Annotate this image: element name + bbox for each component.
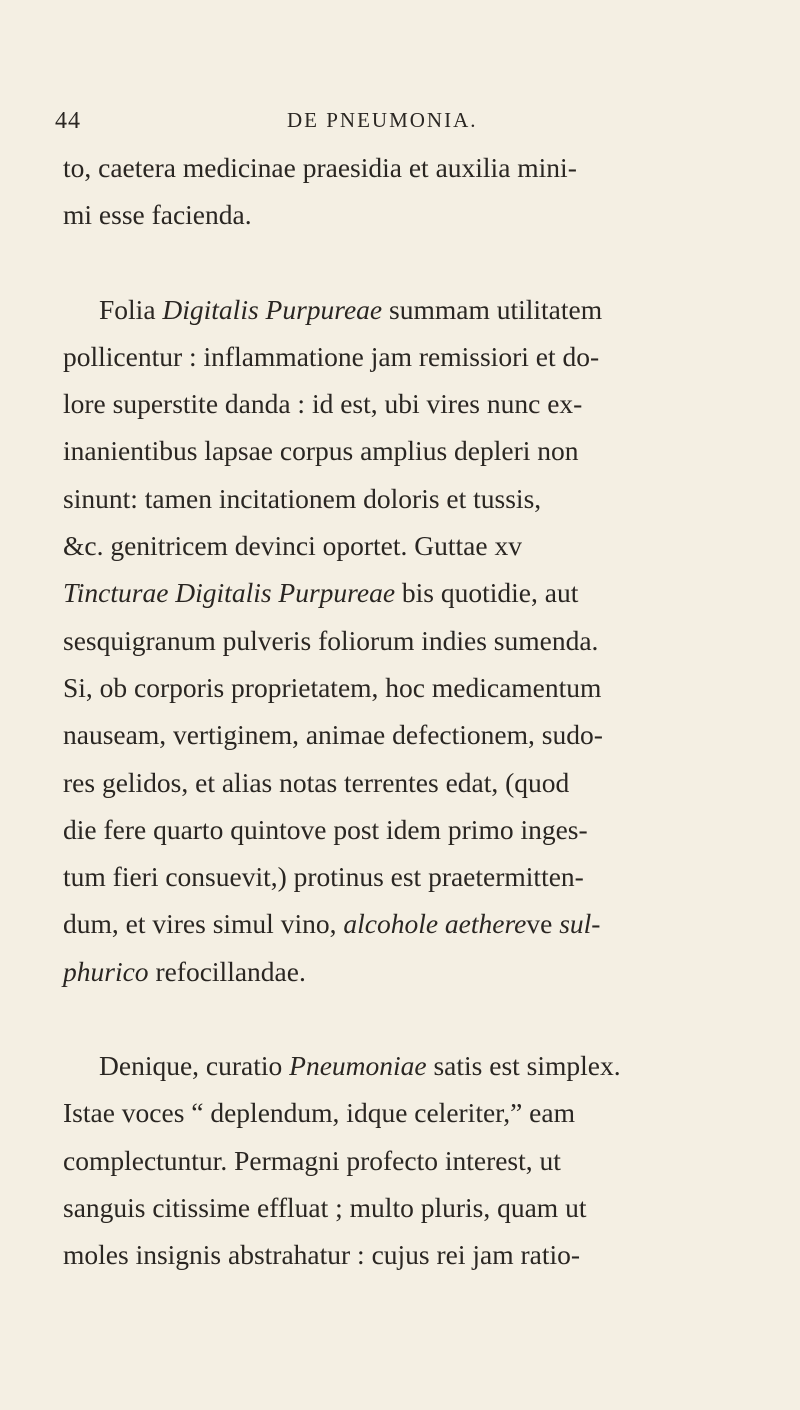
italic-text: Digitalis Purpureae <box>162 293 383 325</box>
text-line <box>63 380 763 427</box>
text-run: pollicentur : inflammatione jam remissiori et do- <box>63 340 600 372</box>
text-line <box>63 853 763 900</box>
text-line <box>63 475 763 522</box>
italic-text: Pneumoniae <box>289 1050 427 1082</box>
text-run: nauseam, vertiginem, animae defectionem, sudo- <box>63 719 603 751</box>
text-run: Istae voces “ deplendum, idque celeriter,” eam <box>63 1097 575 1129</box>
text-line <box>63 948 763 995</box>
italic-text: alcohole aethere <box>343 908 527 940</box>
text-line <box>63 1231 763 1278</box>
text-run: die fere quarto quintove post idem primo inges- <box>63 813 588 845</box>
text-line <box>63 1184 763 1231</box>
text-line <box>63 664 763 711</box>
text-line <box>63 759 763 806</box>
text-run: tum fieri consuevit,) protinus est praetermitten- <box>63 861 584 893</box>
text-run: sesquigranum pulveris foliorum indies sumenda. <box>63 624 599 656</box>
page-number: 44 <box>55 108 81 134</box>
text-line <box>63 569 763 616</box>
text-run: mi esse facienda. <box>63 199 252 231</box>
body-text <box>63 144 763 1279</box>
italic-text: sul- <box>559 908 601 940</box>
text-line <box>63 806 763 853</box>
italic-text: phurico <box>63 955 149 987</box>
text-line <box>63 617 763 664</box>
text-run: summam utilitatem <box>382 293 603 325</box>
paragraph <box>63 286 763 995</box>
italic-text: Tincturae Digitalis Purpureae <box>63 577 396 609</box>
text-run: to, caetera medicinae praesidia et auxilia mini- <box>63 152 577 183</box>
text-line <box>63 286 763 333</box>
text-line <box>63 1042 763 1089</box>
text-run: res gelidos, et alias notas terrentes edat, (quod <box>63 766 570 798</box>
text-run: &c. genitricem devinci oportet. Guttae xv <box>63 530 522 562</box>
text-run: ve <box>526 908 560 940</box>
text-line <box>63 144 763 191</box>
text-run: moles insignis abstrahatur : cujus rei jam ratio- <box>63 1239 581 1271</box>
text-line <box>63 427 763 474</box>
text-line <box>63 711 763 758</box>
text-run: sanguis citissime effluat ; multo pluris, quam ut <box>63 1191 587 1223</box>
text-line <box>63 333 763 380</box>
text-run: Si, ob corporis proprietatem, hoc medicamentum <box>63 671 602 703</box>
text-run: dum, et vires simul vino, <box>63 908 344 940</box>
text-run: Folia <box>99 293 163 325</box>
text-run: complectuntur. Permagni profecto interest, ut <box>63 1144 561 1176</box>
text-run: lore superstite danda : id est, ubi vires nunc ex- <box>63 388 583 420</box>
text-run: bis quotidie, aut <box>395 577 579 609</box>
text-line <box>63 1089 763 1136</box>
paragraph <box>63 144 763 239</box>
text-run: inanientibus lapsae corpus amplius depleri non <box>63 435 579 467</box>
running-head <box>55 108 775 138</box>
text-run: sinunt: tamen incitationem doloris et tussis, <box>63 482 542 514</box>
running-title: DE PNEUMONIA. <box>287 108 478 132</box>
text-line <box>63 900 763 947</box>
text-run: satis est simplex. <box>426 1050 621 1082</box>
paragraph <box>63 1042 763 1278</box>
text-line <box>63 191 763 238</box>
text-line <box>63 1137 763 1184</box>
text-line <box>63 522 763 569</box>
text-run: refocillandae. <box>148 955 306 987</box>
text-run: Denique, curatio <box>99 1050 290 1082</box>
